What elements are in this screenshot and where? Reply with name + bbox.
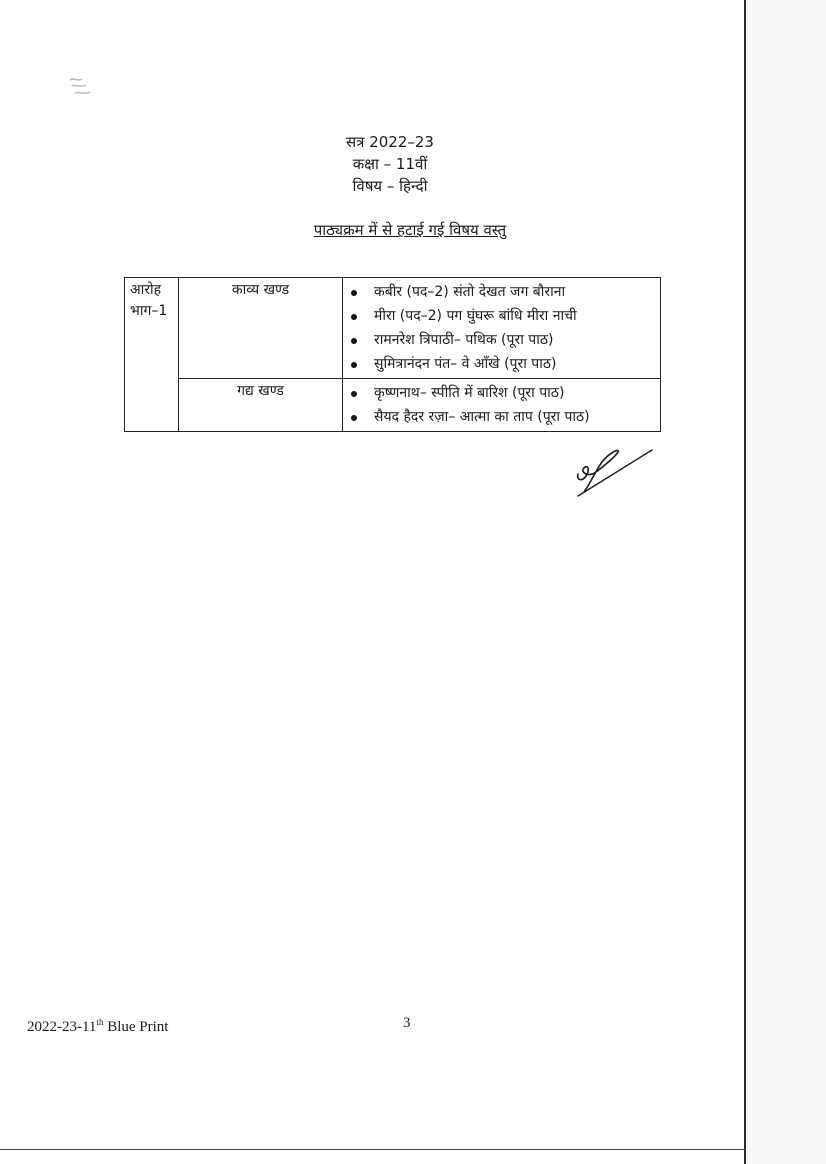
scan-shadow	[746, 0, 826, 1164]
section-name-prose: गद्य खण्ड	[179, 379, 343, 432]
section-name-poetry: काव्य खण्ड	[179, 278, 343, 379]
list-item: रामनरेश त्रिपाठी– पथिक (पूरा पाठ)	[348, 328, 655, 352]
list-item: कृष्णनाथ– स्पीति में बारिश (पूरा पाठ)	[348, 381, 655, 405]
document-header	[240, 131, 540, 197]
table-row	[125, 379, 661, 432]
footer-label-suffix: Blue Print	[103, 1019, 169, 1035]
page-number: 3	[403, 1015, 411, 1031]
footer-label-superscript: th	[96, 1017, 104, 1027]
subject-line: विषय – हिन्दी	[352, 177, 428, 195]
class-line: कक्षा – 11वीं	[352, 155, 428, 173]
removed-content-table	[124, 277, 661, 432]
book-name-cell	[125, 278, 179, 432]
chapter-list-cell	[343, 379, 661, 432]
footer-document-label	[27, 1017, 168, 1036]
list-item: सैयद हैदर रज़ा– आत्मा का ताप (पूरा पाठ)	[348, 405, 655, 429]
scan-smudge	[66, 74, 96, 100]
book-name-line-2: भाग–1	[130, 303, 168, 319]
list-item: मीरा (पद–2) पग घुंघरू बांधि मीरा नाची	[348, 304, 655, 328]
prose-chapter-list	[348, 381, 655, 429]
handwritten-signature	[570, 444, 660, 504]
session-line: सत्र 2022–23	[346, 133, 434, 151]
chapter-list-cell	[343, 278, 661, 379]
book-name-line-1: आरोह	[130, 282, 162, 298]
section-heading: पाठ्यक्रम में से हटाई गई विषय वस्तु	[313, 221, 507, 239]
page-edge-bottom	[0, 1149, 746, 1150]
page-edge-right	[744, 0, 746, 1164]
list-item: कबीर (पद–2) संतो देखत जग बौराना	[348, 280, 655, 304]
footer-label-prefix: 2022-23-11	[27, 1019, 97, 1035]
list-item: सुमित्रानंदन पंत– वे आँखे (पूरा पाठ)	[348, 352, 655, 376]
table-row	[125, 278, 661, 379]
poetry-chapter-list	[348, 280, 655, 376]
